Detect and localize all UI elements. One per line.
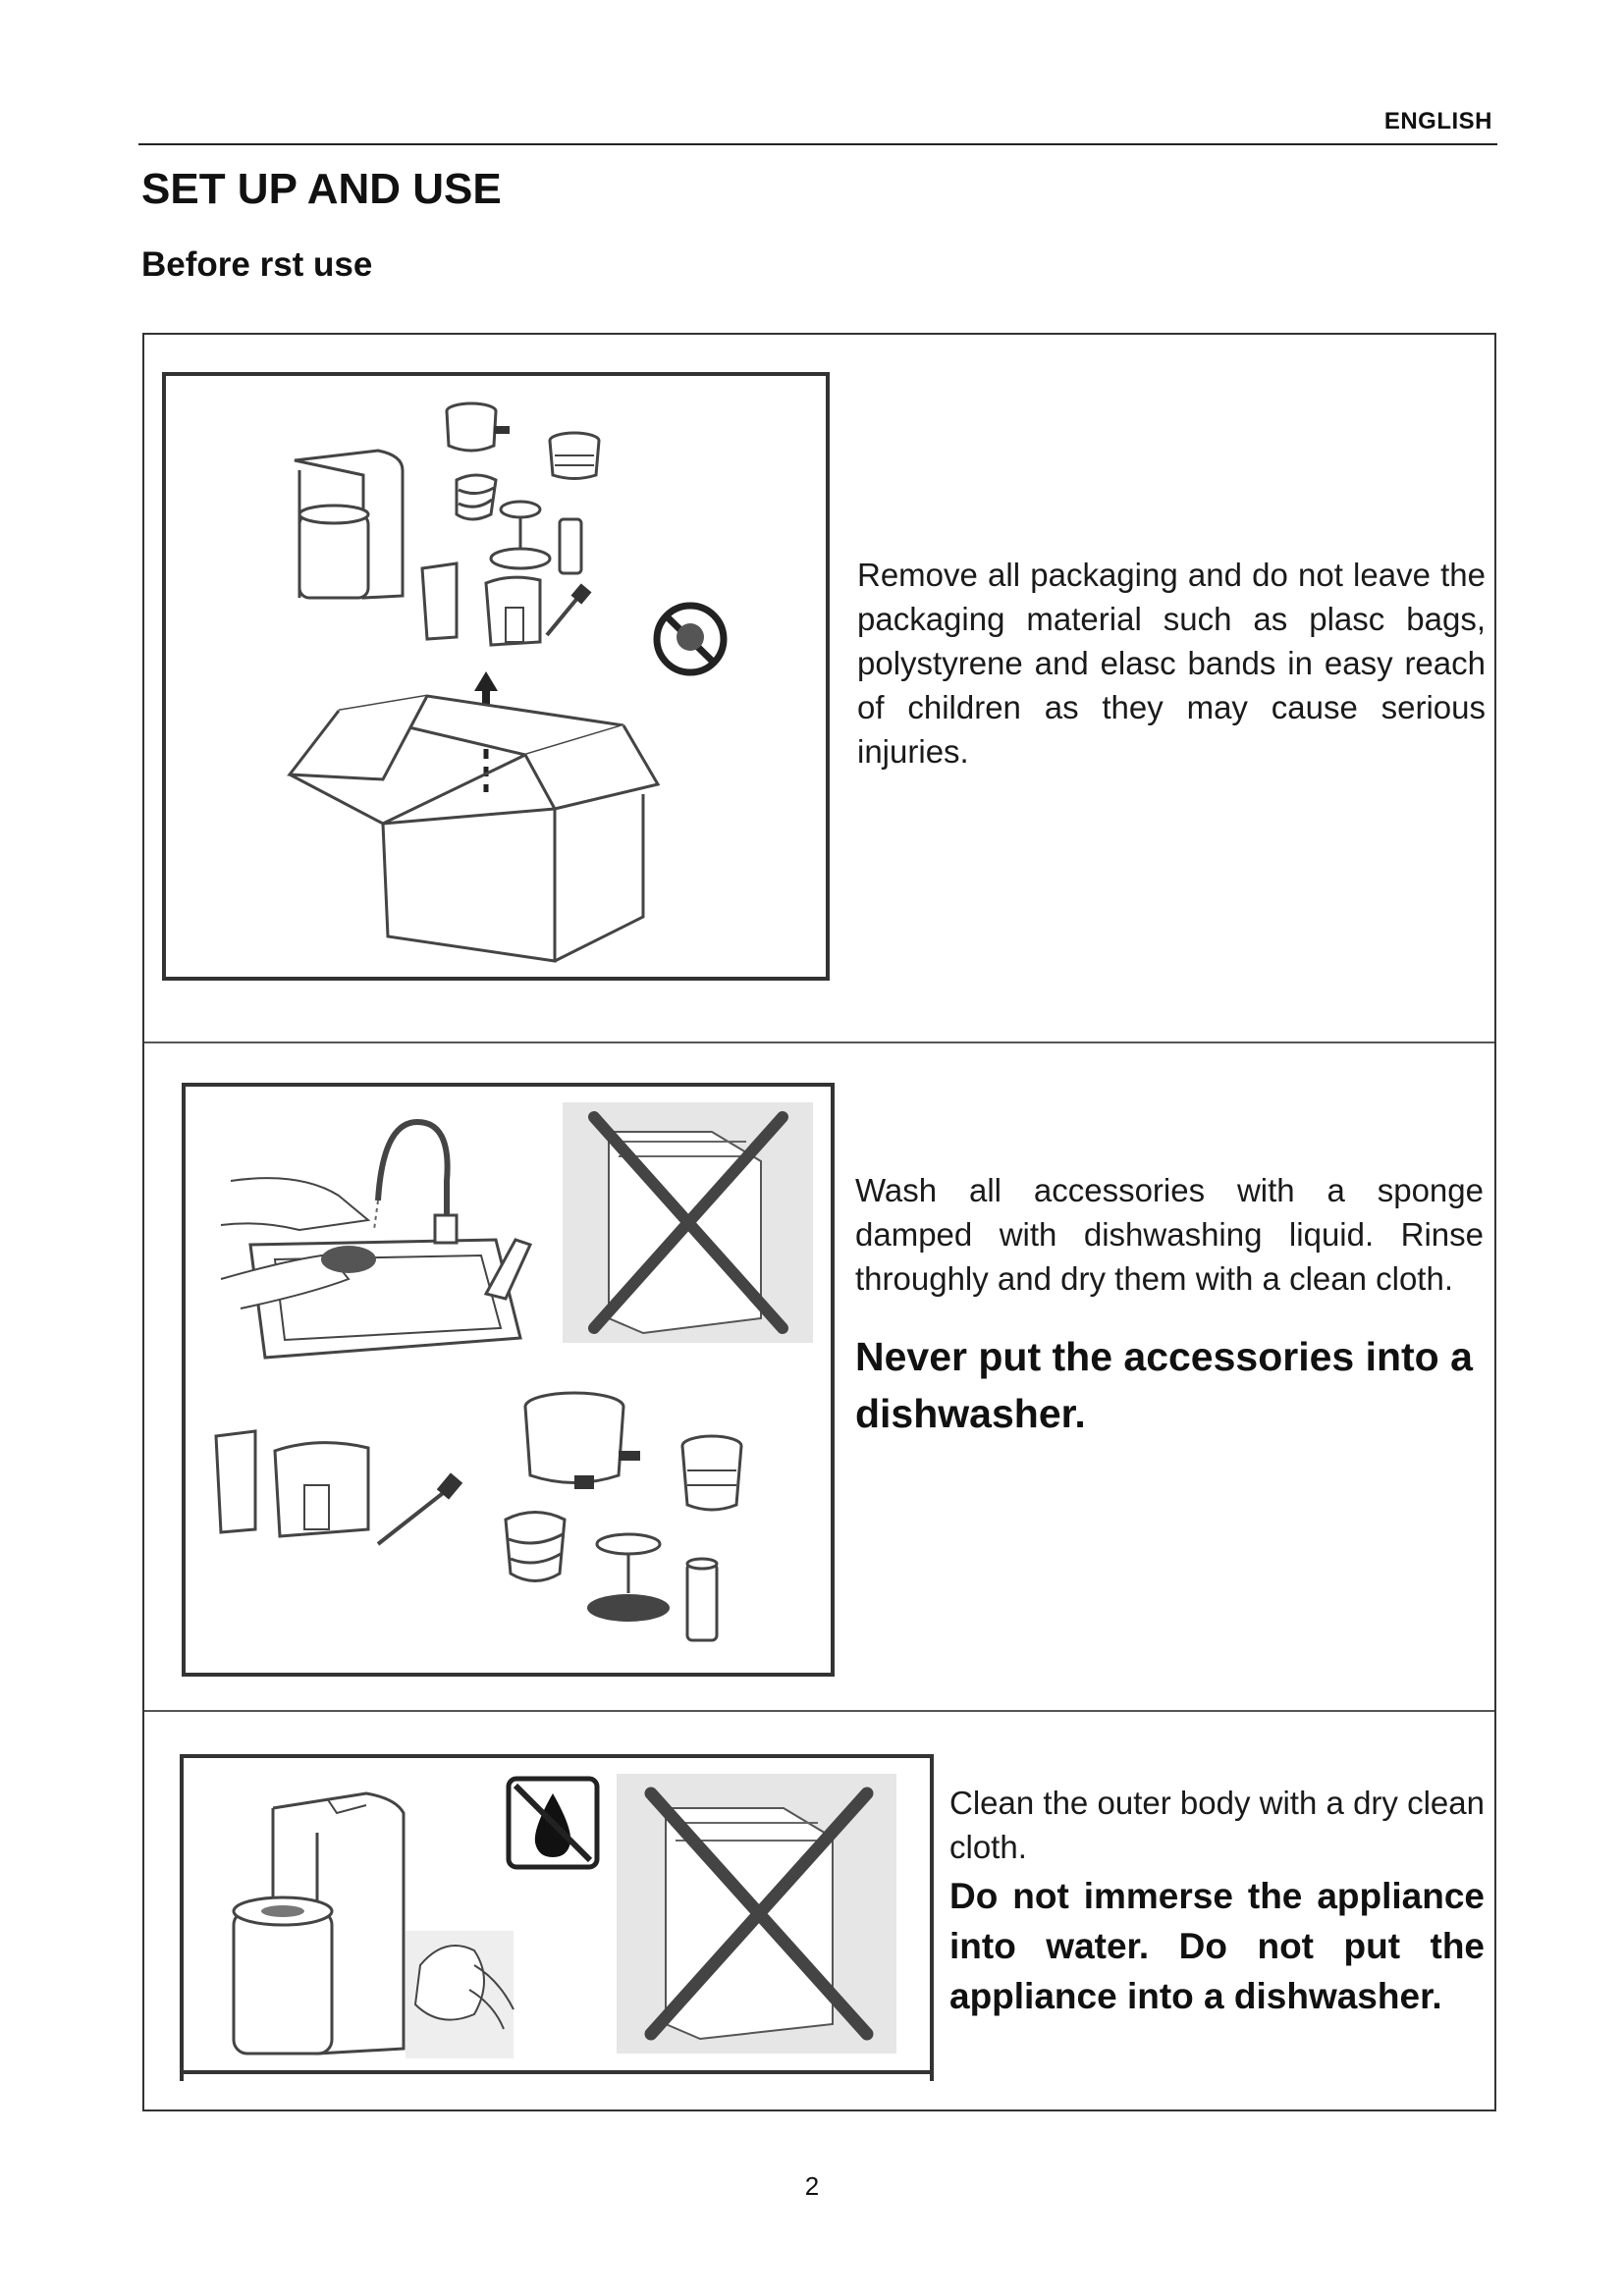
clean-body-icon — [180, 1754, 934, 2083]
step-warning-washing: Never put the accessories into a dishwasher. — [855, 1334, 1473, 1436]
language-label: ENGLISH — [1383, 108, 1492, 134]
step-row-washing — [144, 1043, 1494, 1712]
step-warning-cleaning: Do not immerse the appliance into water. Do not put the appliance into a dishwasher. — [949, 1876, 1485, 2016]
washing-accessories-icon — [182, 1083, 835, 1677]
page-title: SET UP AND USE — [141, 165, 502, 213]
step-text-cleaning: Clean the outer body with a dry clean cloth. — [949, 1785, 1485, 1865]
step-row-cleaning — [144, 1712, 1494, 2111]
header-rule — [138, 143, 1497, 145]
step-text-unpacking: Remove all packaging and do not leave the packaging material such as plasc bags, polystyrene and elasc bands in easy reach of children as they may cause serious injuries. — [857, 557, 1486, 770]
step-row-unpacking — [144, 335, 1494, 1043]
section-subtitle: Before rst use — [141, 245, 373, 284]
unpacking-box-icon — [162, 372, 830, 981]
instructions-table — [142, 333, 1496, 2111]
step-text-washing: Wash all accessories with a sponge damped with dishwashing liquid. Rinse throughly and dry them with a clean cloth. — [855, 1172, 1484, 1297]
page-number: 2 — [804, 2171, 820, 2201]
